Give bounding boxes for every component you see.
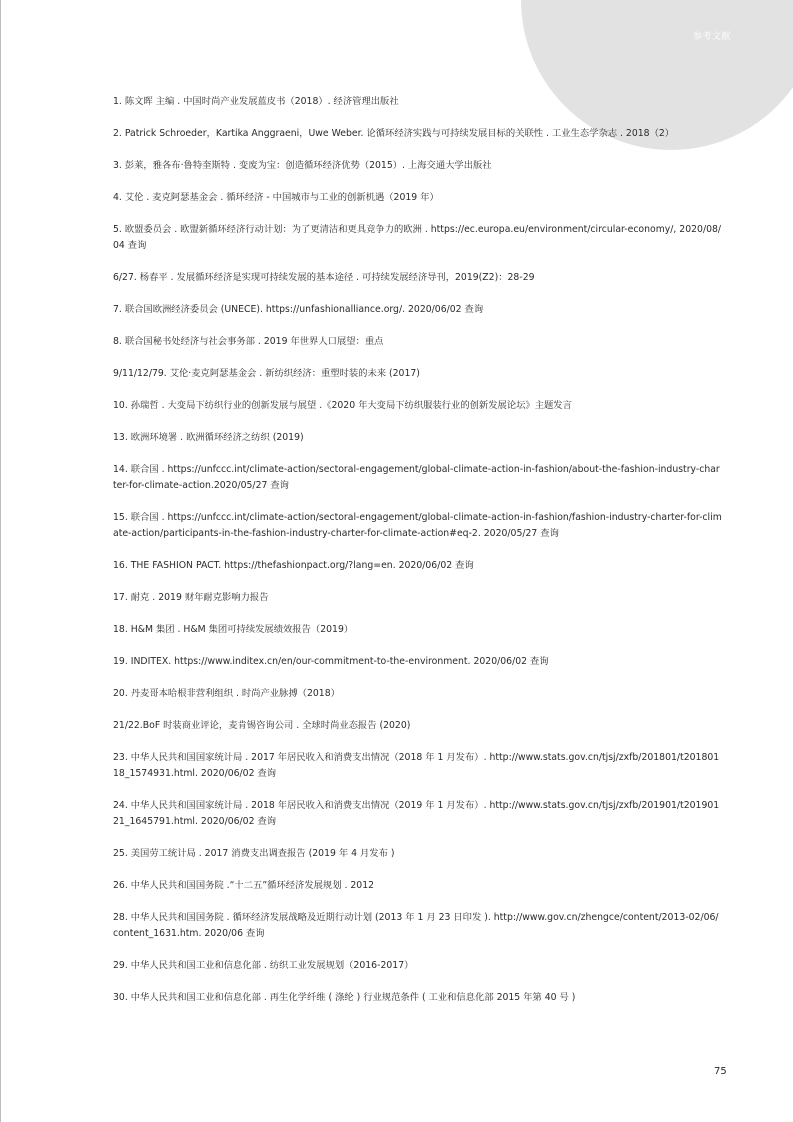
reference-item: 16. THE FASHION PACT. https://thefashionpact.org/?lang=en. 2020/06/02 查询 [113, 560, 474, 571]
reference-item: 28. 中华人民共和国国务院 . 循环经济发展战略及近期行动计划 (2013 年 1 月 23 日印发 ). http://www.gov.cn/zhengce/content/2013-02/06/content_1631.htm. 2020/06 查询 [113, 912, 719, 939]
reference-item: 8. 联合国秘书处经济与社会事务部 . 2019 年世界人口展望：重点 [113, 336, 384, 347]
reference-item: 7. 联合国欧洲经济委员会 (UNECE). https://unfashionalliance.org/. 2020/06/02 查询 [113, 304, 484, 315]
reference-item: 5. 欧盟委员会 . 欧盟新循环经济行动计划：为了更清洁和更具竞争力的欧洲 . https://ec.europa.eu/environment/circular-economy/, 2020/08/04 查询 [113, 224, 722, 251]
reference-item: 21/22.BoF 时装商业评论，麦肯锡咨询公司 . 全球时尚业态报告 (2020) [113, 720, 411, 731]
reference-item: 15. 联合国 . https://unfccc.int/climate-action/sectoral-engagement/global-climate-action-in-fashion/fashion-industry-charter-for-climate-action/participants-in-the-fashion-industry-charter-for-climate-action#eq-2. 2020/05/27 查询 [113, 512, 722, 539]
reference-item: 10. 孙瑞哲 . 大变局下纺织行业的创新发展与展望 .《2020 年大变局下纺织服装行业的创新发展论坛》主题发言 [113, 400, 572, 411]
reference-item: 19. INDITEX. https://www.inditex.cn/en/our-commitment-to-the-environment. 2020/06/02 查询 [113, 656, 549, 667]
page-left-border [0, 0, 1, 1122]
reference-item: 23. 中华人民共和国国家统计局 . 2017 年居民收入和消费支出情况（2018 年 1 月发布）. http://www.stats.gov.cn/tjsj/zxfb/201801/t20180118_1574931.html. 2020/06/02 查询 [113, 752, 720, 779]
reference-item: 18. H&M 集团 . H&M 集团可持续发展绩效报告（2019） [113, 624, 354, 635]
reference-item: 25. 美国劳工统计局 . 2017 消费支出调查报告 (2019 年 4 月发布 ) [113, 848, 395, 859]
reference-list [113, 94, 723, 1022]
reference-item: 6/27. 杨春平 . 发展循环经济是实现可持续发展的基本途径 . 可持续发展经济导刊，2019(Z2)：28-29 [113, 272, 535, 283]
reference-item: 9/11/12/79. 艾伦·麦克阿瑟基金会 . 新纺织经济：重塑时装的未来 (2017) [113, 368, 420, 379]
reference-item: 4. 艾伦 . 麦克阿瑟基金会 . 循环经济 - 中国城市与工业的创新机遇（2019 年） [113, 192, 439, 203]
reference-item: 3. 彭莱，雅各布·鲁特奎斯特 . 变废为宝：创造循环经济优势（2015）. 上海交通大学出版社 [113, 160, 492, 171]
reference-item: 30. 中华人民共和国工业和信息化部 . 再生化学纤维 ( 涤纶 ) 行业规范条件 ( 工业和信息化部 2015 年第 40 号 ) [113, 992, 576, 1003]
section-label: 参考文献 [693, 32, 732, 42]
reference-item: 24. 中华人民共和国国家统计局 . 2018 年居民收入和消费支出情况（2019 年 1 月发布）. http://www.stats.gov.cn/tjsj/zxfb/201901/t20190121_1645791.html. 2020/06/02 查询 [113, 800, 720, 827]
reference-item: 1. 陈文晖 主编 . 中国时尚产业发展蓝皮书（2018）. 经济管理出版社 [113, 96, 399, 107]
page-number: 75 [714, 1066, 727, 1077]
reference-item: 26. 中华人民共和国国务院 .“十二五”循环经济发展规划 . 2012 [113, 880, 375, 891]
reference-item: 13. 欧洲环境署 . 欧洲循环经济之纺织 (2019) [113, 432, 304, 443]
reference-item: 14. 联合国 . https://unfccc.int/climate-action/sectoral-engagement/global-climate-action-in-fashion/about-the-fashion-industry-charter-for-climate-action.2020/05/27 查询 [113, 464, 720, 491]
reference-item: 2. Patrick Schroeder，Kartika Anggraeni，Uwe Weber. 论循环经济实践与可持续发展目标的关联性 . 工业生态学杂志 . 2018（2） [113, 128, 675, 139]
reference-item: 20. 丹麦哥本哈根非营利组织 . 时尚产业脉搏（2018） [113, 688, 340, 699]
reference-item: 29. 中华人民共和国工业和信息化部 . 纺织工业发展规划（2016-2017） [113, 960, 414, 971]
reference-item: 17. 耐克 . 2019 财年耐克影响力报告 [113, 592, 269, 603]
